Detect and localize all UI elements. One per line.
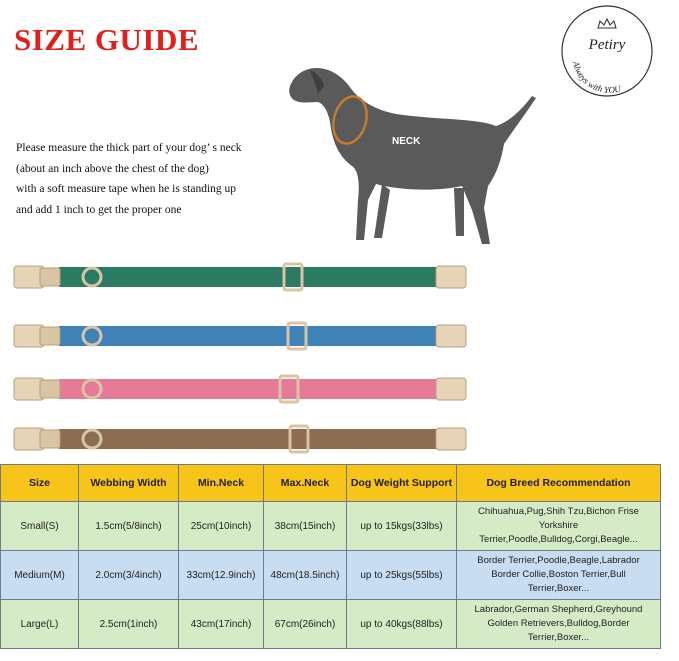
instruction-line: with a soft measure tape when he is standing up <box>16 183 237 195</box>
collar-brown <box>10 424 480 454</box>
cell-min-neck: 33cm(12.9inch) <box>179 551 264 600</box>
cell-breed <box>457 600 661 649</box>
logo-brand: Petiry <box>588 37 626 53</box>
cell-width: 1.5cm(5/8inch) <box>79 502 179 551</box>
cell-min-neck: 25cm(10inch) <box>179 502 264 551</box>
breed-line: Terrier,Boxer... <box>527 632 590 643</box>
size-table <box>0 464 661 649</box>
cell-width: 2.5cm(1inch) <box>79 600 179 649</box>
breed-line: Border Collie,Boston Terrier,Bull Terrier,Boxer... <box>491 569 626 594</box>
header-weight-support: Dog Weight Support <box>347 465 457 502</box>
table-row <box>1 551 661 600</box>
petiry-logo <box>560 4 654 98</box>
header-size: Size <box>1 465 79 502</box>
breed-line: Border Terrier,Poodle,Beagle,Labrador <box>477 555 640 566</box>
dog-silhouette <box>286 60 546 260</box>
page-title: SIZE GUIDE <box>14 22 200 57</box>
breed-line: Golden Retrievers,Bulldog,Border <box>487 618 630 629</box>
cell-size: Large(L) <box>1 600 79 649</box>
breed-line: Yorkshire Terrier,Poodle,Bulldog,Corgi,Beagle... <box>479 520 638 545</box>
cell-max-neck: 38cm(15inch) <box>264 502 347 551</box>
logo-tagline: Always with YOU <box>570 60 622 96</box>
neck-label: NECK <box>392 136 421 147</box>
header-breed: Dog Breed Recommendation <box>457 465 661 502</box>
cell-min-neck: 43cm(17inch) <box>179 600 264 649</box>
cell-max-neck: 48cm(18.5inch) <box>264 551 347 600</box>
cell-weight: up to 25kgs(55lbs) <box>347 551 457 600</box>
cell-breed <box>457 551 661 600</box>
collar-pink <box>10 374 480 404</box>
header-webbing-width: Webbing Width <box>79 465 179 502</box>
table-row <box>1 502 661 551</box>
table-row <box>1 600 661 649</box>
cell-size: Small(S) <box>1 502 79 551</box>
cell-breed <box>457 502 661 551</box>
cell-width: 2.0cm(3/4inch) <box>79 551 179 600</box>
cell-weight: up to 40kgs(88lbs) <box>347 600 457 649</box>
table-header-row <box>1 465 661 502</box>
instruction-line: Please measure the thick part of your dog’ s neck <box>16 142 242 154</box>
cell-max-neck: 67cm(26inch) <box>264 600 347 649</box>
header-max-neck: Max.Neck <box>264 465 347 502</box>
instruction-line: and add 1 inch to get the proper one <box>16 203 182 216</box>
collar-green <box>10 262 480 292</box>
cell-size: Medium(M) <box>1 551 79 600</box>
instruction-line: (about an inch above the chest of the dog) <box>16 162 209 175</box>
cell-weight: up to 15kgs(33lbs) <box>347 502 457 551</box>
breed-line: Labrador,German Shepherd,Greyhound <box>474 604 643 615</box>
measure-instructions <box>16 138 242 220</box>
breed-line: Chihuahua,Pug,Shih Tzu,Bichon Frise <box>478 506 639 517</box>
header-min-neck: Min.Neck <box>179 465 264 502</box>
collar-blue <box>10 321 480 351</box>
